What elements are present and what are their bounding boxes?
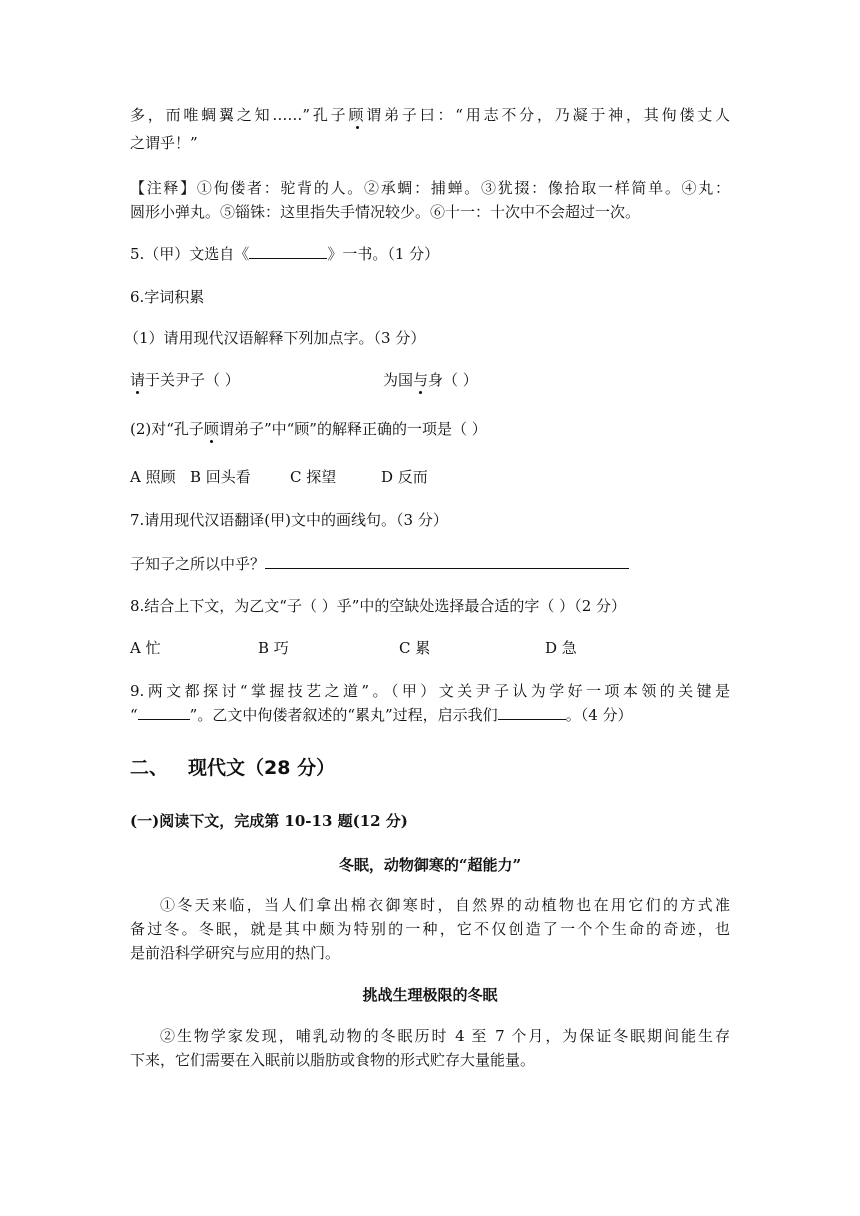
- answer-blank[interactable]: [249, 243, 327, 259]
- question-6-option-c[interactable]: C 探望: [290, 468, 337, 486]
- annotation-line-2: 圆形小弹丸。⑤锱铢：这里指失手情况较少。⑥十一：十次中不会超过一次。: [130, 203, 641, 221]
- answer-blank[interactable]: [498, 704, 566, 720]
- part-heading: (一)阅读下文，完成第 10-13 题(12 分): [130, 812, 408, 830]
- question-6-item-1: 请于关尹子（ ）: [130, 371, 240, 389]
- article-paragraph-2: ②生物学家发现，哺乳动物的冬眠历时 4 至 7 个月，为保证冬眠期间能生存 下来，它们需要在入眠前以脂肪或食物的形式贮存大量能量。: [130, 1027, 730, 1069]
- emphasis-dot-char: 顾: [348, 106, 367, 124]
- excerpt-line-1: 多，而唯蜩翼之知……”孔子顾谓弟子曰：“用志不分，乃凝于神，其佝偻丈人: [130, 106, 730, 124]
- question-7-title: 7.请用现代汉语翻译(甲)文中的画线句。（3 分）: [130, 511, 448, 529]
- emphasis-dot-char: 顾: [203, 420, 219, 438]
- question-6-option-a[interactable]: A 照顾: [130, 468, 176, 486]
- question-8-option-c[interactable]: C 累: [399, 639, 431, 657]
- emphasis-dot-char: 与: [413, 371, 429, 389]
- article-subtitle: 挑战生理极限的冬眠: [362, 986, 498, 1004]
- question-6-item-2: 为国与身（ ）: [383, 371, 478, 389]
- answer-blank[interactable]: [138, 704, 190, 720]
- question-6-title: 6.字词积累: [130, 288, 205, 306]
- question-9-line-1: 9.两文都探讨“掌握技艺之道”。（甲）文关尹子认为学好一项本领的关键是: [130, 682, 730, 700]
- section-heading: 二、 现代文（28 分）: [130, 757, 336, 779]
- question-6-sub-2: (2)对“孔子顾谓弟子”中“顾”的解释正确的一项是（ ）: [130, 420, 487, 438]
- annotation-line-1: 【注释】①佝偻者：驼背的人。②承蜩：捕蝉。③犹掇：像拾取一样简单。④丸：: [130, 179, 730, 197]
- question-8-option-a[interactable]: A 忙: [130, 639, 161, 657]
- question-8-option-d[interactable]: D 急: [545, 639, 577, 657]
- question-6-option-b[interactable]: B 回头看: [190, 468, 251, 486]
- question-5: 5.（甲）文选自《 》一书。（1 分）: [130, 245, 440, 263]
- emphasis-dot-char: 请: [130, 371, 146, 389]
- question-6-sub-1: （1）请用现代汉语解释下列加点字。（3 分）: [124, 329, 426, 347]
- answer-blank[interactable]: [265, 553, 629, 569]
- question-6-option-d[interactable]: D 反而: [381, 468, 428, 486]
- article-paragraph-1: ①冬天来临，当人们拿出棉衣御寒时，自然界的动植物也在用它们的方式准 备过冬。冬眠，就是其中颇为特别的一种，它不仅创造了一个个生命的奇迹，也 是前沿科学研究与应用的热门。: [130, 896, 730, 962]
- question-9-line-2: “ ”。乙文中佝偻者叙述的“累丸”过程，启示我们 。（4 分）: [130, 706, 633, 724]
- question-8-option-b[interactable]: B 巧: [258, 639, 289, 657]
- article-title: 冬眠，动物御寒的“超能力”: [338, 856, 522, 874]
- question-7-answer-line: 子知子之所以中乎？: [130, 553, 629, 574]
- question-8-title: 8.结合上下文，为乙文“子（ ）乎”中的空缺处选择最合适的字（ ）（2 分）: [130, 597, 626, 615]
- excerpt-line-2: 之谓乎！”: [130, 134, 198, 152]
